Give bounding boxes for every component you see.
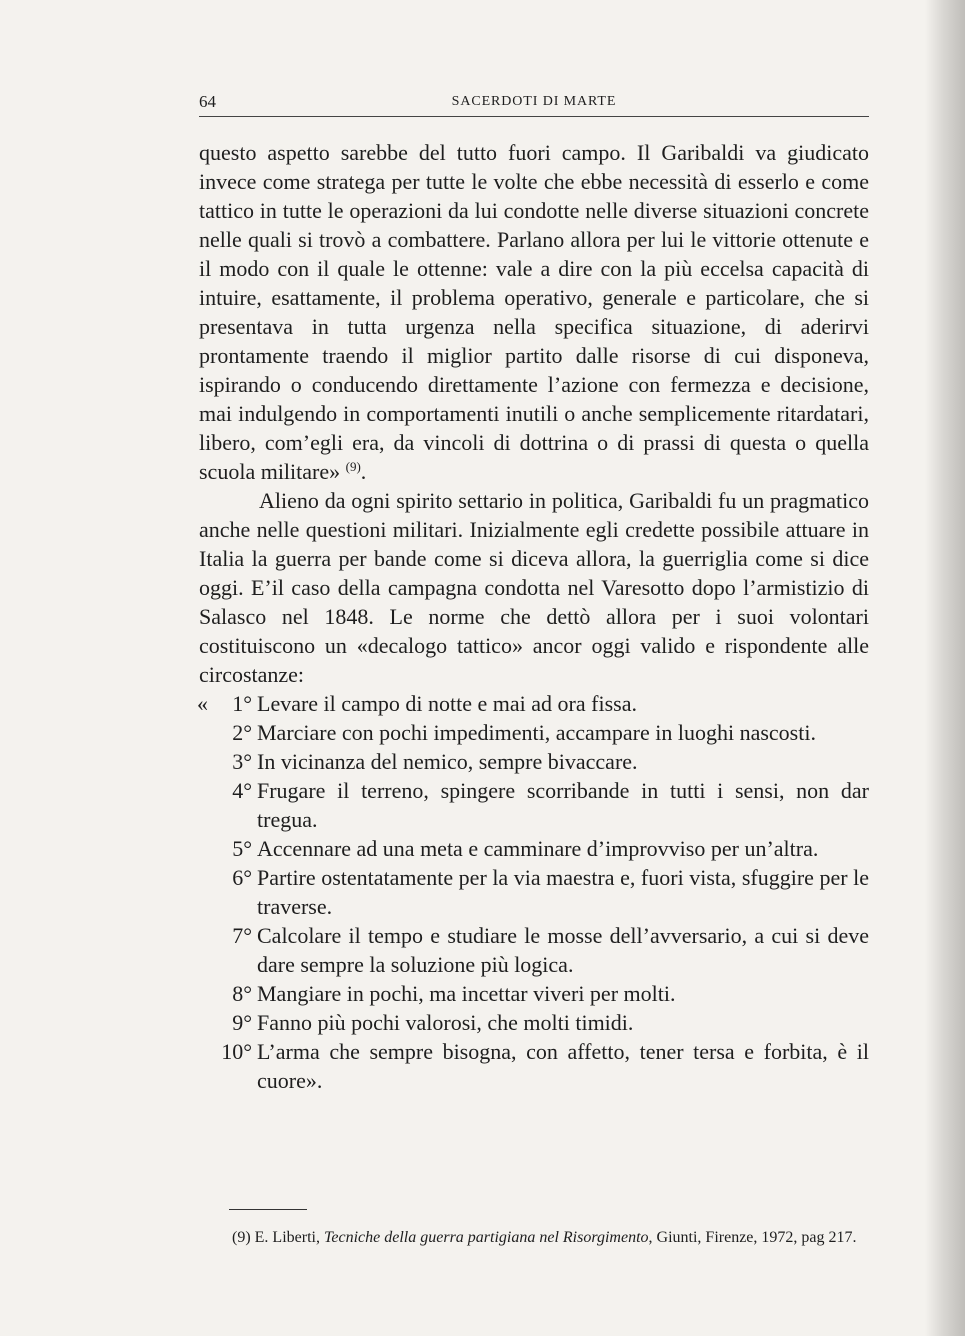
- list-item-text: Mangiare in pochi, ma incettar viveri per molti.: [257, 981, 676, 1006]
- paragraph-1: [199, 138, 869, 486]
- list-item: [199, 921, 869, 979]
- footnote-label: (9) E. Liberti,: [232, 1229, 320, 1246]
- list-item-text: Marciare con pochi impedimenti, accampare in luoghi nascosti.: [257, 720, 816, 745]
- page-edge-shadow: [925, 0, 965, 1336]
- list-item-text: Levare il campo di notte e mai ad ora fissa.: [257, 691, 637, 716]
- list-marker: 7°: [232, 923, 252, 948]
- footnote-divider: [229, 1209, 307, 1210]
- list-item: [199, 979, 869, 1008]
- paragraph-1-text: questo aspetto sarebbe del tutto fuori campo. Il Garibaldi va giudicato invece come stratega per tutte le volte che ebbe necessità di esserlo e come tattico in tutte le operazioni da lui condotte nelle diverse situazioni concrete nelle quali si trovò a combattere. Parlano allora per lui le vittorie ottenute e il modo con il quale le ottenne: vale a dire con la più eccelsa capacità di intuire, esattamente, il problema operativo, generale e particolare, che si presentava in tutta urgenza nella specifica situazione, di aderirvi prontamente traendo il miglior partito dalle risorse di cui disponeva, ispirando o conducendo direttamente l’azione con fermezza e decisione, mai indulgendo in comportamenti inutili o anche semplicemente ritardatari, libero, com’egli era, da vincoli di dottrina o di prassi di questa o quella scuola militare»: [199, 140, 869, 484]
- footnote-book-title: Tecniche della guerra partigiana nel Risorgimento: [323, 1229, 649, 1246]
- list-item-text: Frugare il terreno, spingere scorribande in tutti i sensi, non dar tregua.: [257, 778, 869, 832]
- list-marker: 5°: [232, 836, 252, 861]
- list-item-text: Calcolare il tempo e studiare le mosse dell’avversario, a cui si deve dare sempre la soluzione più logica.: [257, 923, 869, 977]
- list-item: [199, 1008, 869, 1037]
- footnote-reference[interactable]: (9): [345, 459, 361, 474]
- page-header: [199, 92, 869, 117]
- opening-quote: «: [197, 691, 208, 716]
- list-item: [199, 1037, 869, 1095]
- list-marker: 6°: [232, 865, 252, 890]
- list-item: [199, 689, 869, 718]
- body-text: [199, 138, 869, 1095]
- list-marker: 1°: [232, 691, 252, 716]
- list-marker: 10°: [221, 1039, 252, 1064]
- list-item: [199, 776, 869, 834]
- list-item-text: In vicinanza del nemico, sempre bivaccare.: [257, 749, 638, 774]
- list-item: [199, 834, 869, 863]
- list-item: [199, 747, 869, 776]
- footnote-details: , Giunti, Firenze, 1972, pag 217.: [648, 1229, 857, 1246]
- list-marker: 2°: [232, 720, 252, 745]
- list-marker: 9°: [232, 1010, 252, 1035]
- list-item-text: Fanno più pochi valorosi, che molti timidi.: [257, 1010, 634, 1035]
- paragraph-1-end: .: [360, 459, 367, 484]
- list-marker: 4°: [232, 778, 252, 803]
- decalogue-list: [199, 689, 869, 1095]
- list-item: [199, 863, 869, 921]
- paragraph-2: Alieno da ogni spirito settario in politica, Garibaldi fu un pragmatico anche nelle questioni militari. Inizialmente egli credette possibile attuare in Italia la guerra per bande come si diceva allora, la guerriglia come si dice oggi. E’il caso della campagna condotta nel Varesotto dopo l’armistizio di Salasco nel 1848. Le norme che dettò allora per i suoi volontari costituiscono un «decalogo tattico» ancor oggi valido e rispondente alle circostanze:: [199, 488, 869, 687]
- list-item: [199, 718, 869, 747]
- running-title: SACERDOTI DI MARTE: [451, 94, 617, 109]
- list-item-text: Partire ostentatamente per la via maestra e, fuori vista, sfuggire per le traverse.: [257, 865, 869, 919]
- list-item-text: Accennare ad una meta e camminare d’improvviso per un’altra.: [257, 836, 819, 861]
- list-marker: 3°: [232, 749, 252, 774]
- footnote: [199, 1227, 867, 1249]
- list-item-text: L’arma che sempre bisogna, con affetto, tener tersa e forbita, è il cuore».: [257, 1039, 869, 1093]
- page-number: 64: [199, 92, 216, 111]
- list-marker: 8°: [232, 981, 252, 1006]
